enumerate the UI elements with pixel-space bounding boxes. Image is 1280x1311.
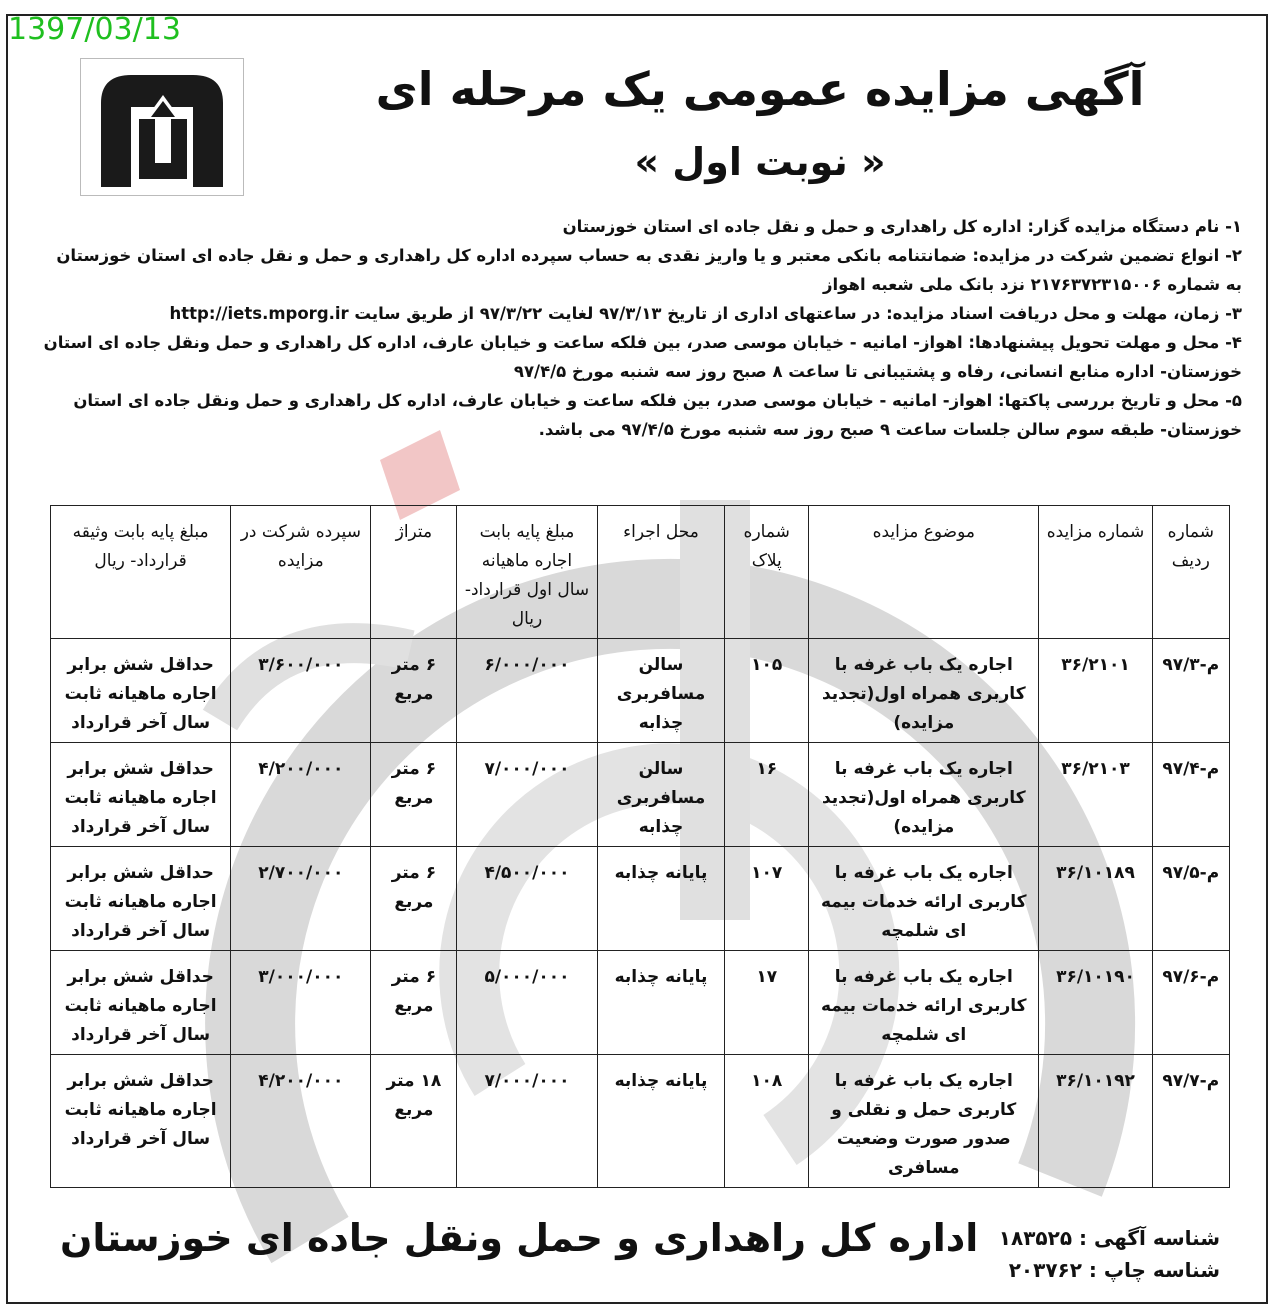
cell-location: پایانه چذابه — [597, 1055, 725, 1188]
cell-collateral: حداقل شش برابر اجاره ماهیانه ثابت سال آخر قرارداد — [51, 743, 231, 847]
cell-subject: اجاره یک باب غرفه با کاربری همراه اول(تجدید مزایده) — [809, 743, 1039, 847]
clause-4: ۴- محل و مهلت تحویل پیشنهادها: اهواز- امانیه - خیابان موسی صدر، بین فلکه ساعت و خیابان عارف، اداره کل راهداری و حمل ونقل جاده ای استان خوزستان- اداره منابع انسانی، رفاه و پشتیبانی تا ساعت ۸ صبح روز سه شنبه مورخ ۹۷/۴/۵ — [43, 333, 1242, 381]
cell-collateral: حداقل شش برابر اجاره ماهیانه ثابت سال آخر قرارداد — [51, 951, 231, 1055]
table-row — [51, 1055, 1230, 1188]
ad-id: شناسه آگهی : ۱۸۳۵۲۵ — [998, 1226, 1220, 1250]
table-row — [51, 639, 1230, 743]
cell-plate: ۱۰۷ — [725, 847, 809, 951]
cell-monthly-rent: ۷/۰۰۰/۰۰۰ — [457, 1055, 597, 1188]
header-deposit: سپرده شرکت در مزایده — [231, 506, 371, 639]
notice-title: آگهی مزایده عمومی یک مرحله ای — [375, 62, 1145, 116]
table-row — [51, 847, 1230, 951]
cell-subject: اجاره یک باب غرفه با کاربری حمل و نقلی و صدور صورت وضعیت مسافری — [809, 1055, 1039, 1188]
cell-row-number: م-۹۷/۶ — [1152, 951, 1229, 1055]
cell-deposit: ۳/۶۰۰/۰۰۰ — [231, 639, 371, 743]
cell-collateral: حداقل شش برابر اجاره ماهیانه ثابت سال آخر قرارداد — [51, 1055, 231, 1188]
cell-row-number: م-۹۷/۷ — [1152, 1055, 1229, 1188]
rmto-logo-icon — [80, 58, 244, 196]
cell-area: ۶ متر مربع — [371, 743, 457, 847]
header-plate: شماره پلاک — [725, 506, 809, 639]
cell-deposit: ۴/۲۰۰/۰۰۰ — [231, 743, 371, 847]
cell-area: ۶ متر مربع — [371, 847, 457, 951]
cell-deposit: ۲/۷۰۰/۰۰۰ — [231, 847, 371, 951]
cell-auction-number: ۳۶/۲۱۰۳ — [1039, 743, 1152, 847]
cell-deposit: ۴/۲۰۰/۰۰۰ — [231, 1055, 371, 1188]
cell-auction-number: ۳۶/۲۱۰۱ — [1039, 639, 1152, 743]
cell-location: سالن مسافربری چذابه — [597, 743, 725, 847]
clause-2: ۲- انواع تضمین شرکت در مزایده: ضمانتنامه بانکی معتبر و یا واریز نقدی به حساب سپرده اداره کل راهداری و حمل و نقل جاده ای استان خوزستان به شماره ۲۱۷۶۳۷۲۳۱۵۰۰۶ نزد بانک ملی شعبه اهواز — [56, 246, 1242, 294]
header-collateral: مبلغ پایه بابت وثیقه قرارداد- ریال — [51, 506, 231, 639]
cell-subject: اجاره یک باب غرفه با کاربری همراه اول(تجدید مزایده) — [809, 639, 1039, 743]
clause-3: ۳- زمان، مهلت و محل دریافت اسناد مزایده: در ساعتهای اداری از تاریخ ۹۷/۳/۱۳ لغایت ۹۷/۳/۲۲ از طریق سایت http://iets.mporg.ir — [169, 304, 1242, 323]
cell-subject: اجاره یک باب غرفه با کاربری ارائه خدمات بیمه ای شلمچه — [809, 951, 1039, 1055]
header-subject: موضوع مزایده — [809, 506, 1039, 639]
auction-table — [50, 505, 1230, 1188]
cell-monthly-rent: ۷/۰۰۰/۰۰۰ — [457, 743, 597, 847]
cell-plate: ۱۷ — [725, 951, 809, 1055]
table-header-row — [51, 506, 1230, 639]
cell-row-number: م-۹۷/۴ — [1152, 743, 1229, 847]
header-location: محل اجراء — [597, 506, 725, 639]
cell-auction-number: ۳۶/۱۰۱۹۲ — [1039, 1055, 1152, 1188]
cell-plate: ۱۶ — [725, 743, 809, 847]
table-row — [51, 951, 1230, 1055]
cell-auction-number: ۳۶/۱۰۱۸۹ — [1039, 847, 1152, 951]
cell-area: ۶ متر مربع — [371, 951, 457, 1055]
cell-location: پایانه چذابه — [597, 847, 725, 951]
header-monthly-rent: مبلغ پایه بابت اجاره ماهیانه سال اول قرارداد- ریال — [457, 506, 597, 639]
cell-monthly-rent: ۵/۰۰۰/۰۰۰ — [457, 951, 597, 1055]
cell-plate: ۱۰۵ — [725, 639, 809, 743]
cell-location: سالن مسافربری چذابه — [597, 639, 725, 743]
cell-location: پایانه چذابه — [597, 951, 725, 1055]
clause-5: ۵- محل و تاریخ بررسی پاکتها: اهواز- امانیه - خیابان موسی صدر، بین فلکه ساعت و خیابان عارف، اداره کل راهداری و حمل ونقل جاده ای استان خوزستان- طبقه سوم سالن جلسات ساعت ۹ صبح روز سه شنبه مورخ ۹۷/۴/۵ می باشد. — [73, 391, 1242, 439]
header-area: متراژ — [371, 506, 457, 639]
header-row-number: شماره ردیف — [1152, 506, 1229, 639]
cell-area: ۱۸ متر مربع — [371, 1055, 457, 1188]
cell-collateral: حداقل شش برابر اجاره ماهیانه ثابت سال آخر قرارداد — [51, 847, 231, 951]
cell-collateral: حداقل شش برابر اجاره ماهیانه ثابت سال آخر قرارداد — [51, 639, 231, 743]
cell-row-number: م-۹۷/۳ — [1152, 639, 1229, 743]
header-auction-number: شماره مزایده — [1039, 506, 1152, 639]
clause-1: ۱- نام دستگاه مزایده گزار: اداره کل راهداری و حمل و نقل جاده ای استان خوزستان — [562, 217, 1242, 236]
date-stamp: 1397/03/13 — [8, 12, 181, 47]
cell-row-number: م-۹۷/۵ — [1152, 847, 1229, 951]
cell-auction-number: ۳۶/۱۰۱۹۰ — [1039, 951, 1152, 1055]
cell-monthly-rent: ۴/۵۰۰/۰۰۰ — [457, 847, 597, 951]
notice-clauses — [36, 212, 1242, 444]
cell-area: ۶ متر مربع — [371, 639, 457, 743]
cell-deposit: ۳/۰۰۰/۰۰۰ — [231, 951, 371, 1055]
notice-subtitle: « نوبت اول » — [634, 140, 886, 184]
print-id: شناسه چاپ : ۲۰۳۷۶۲ — [1008, 1258, 1220, 1282]
cell-monthly-rent: ۶/۰۰۰/۰۰۰ — [457, 639, 597, 743]
cell-plate: ۱۰۸ — [725, 1055, 809, 1188]
footer-ids — [999, 1222, 1220, 1286]
table-row — [51, 743, 1230, 847]
footer-organization: اداره کل راهداری و حمل ونقل جاده ای خوزستان — [60, 1216, 979, 1260]
cell-subject: اجاره یک باب غرفه با کاربری ارائه خدمات بیمه ای شلمچه — [809, 847, 1039, 951]
